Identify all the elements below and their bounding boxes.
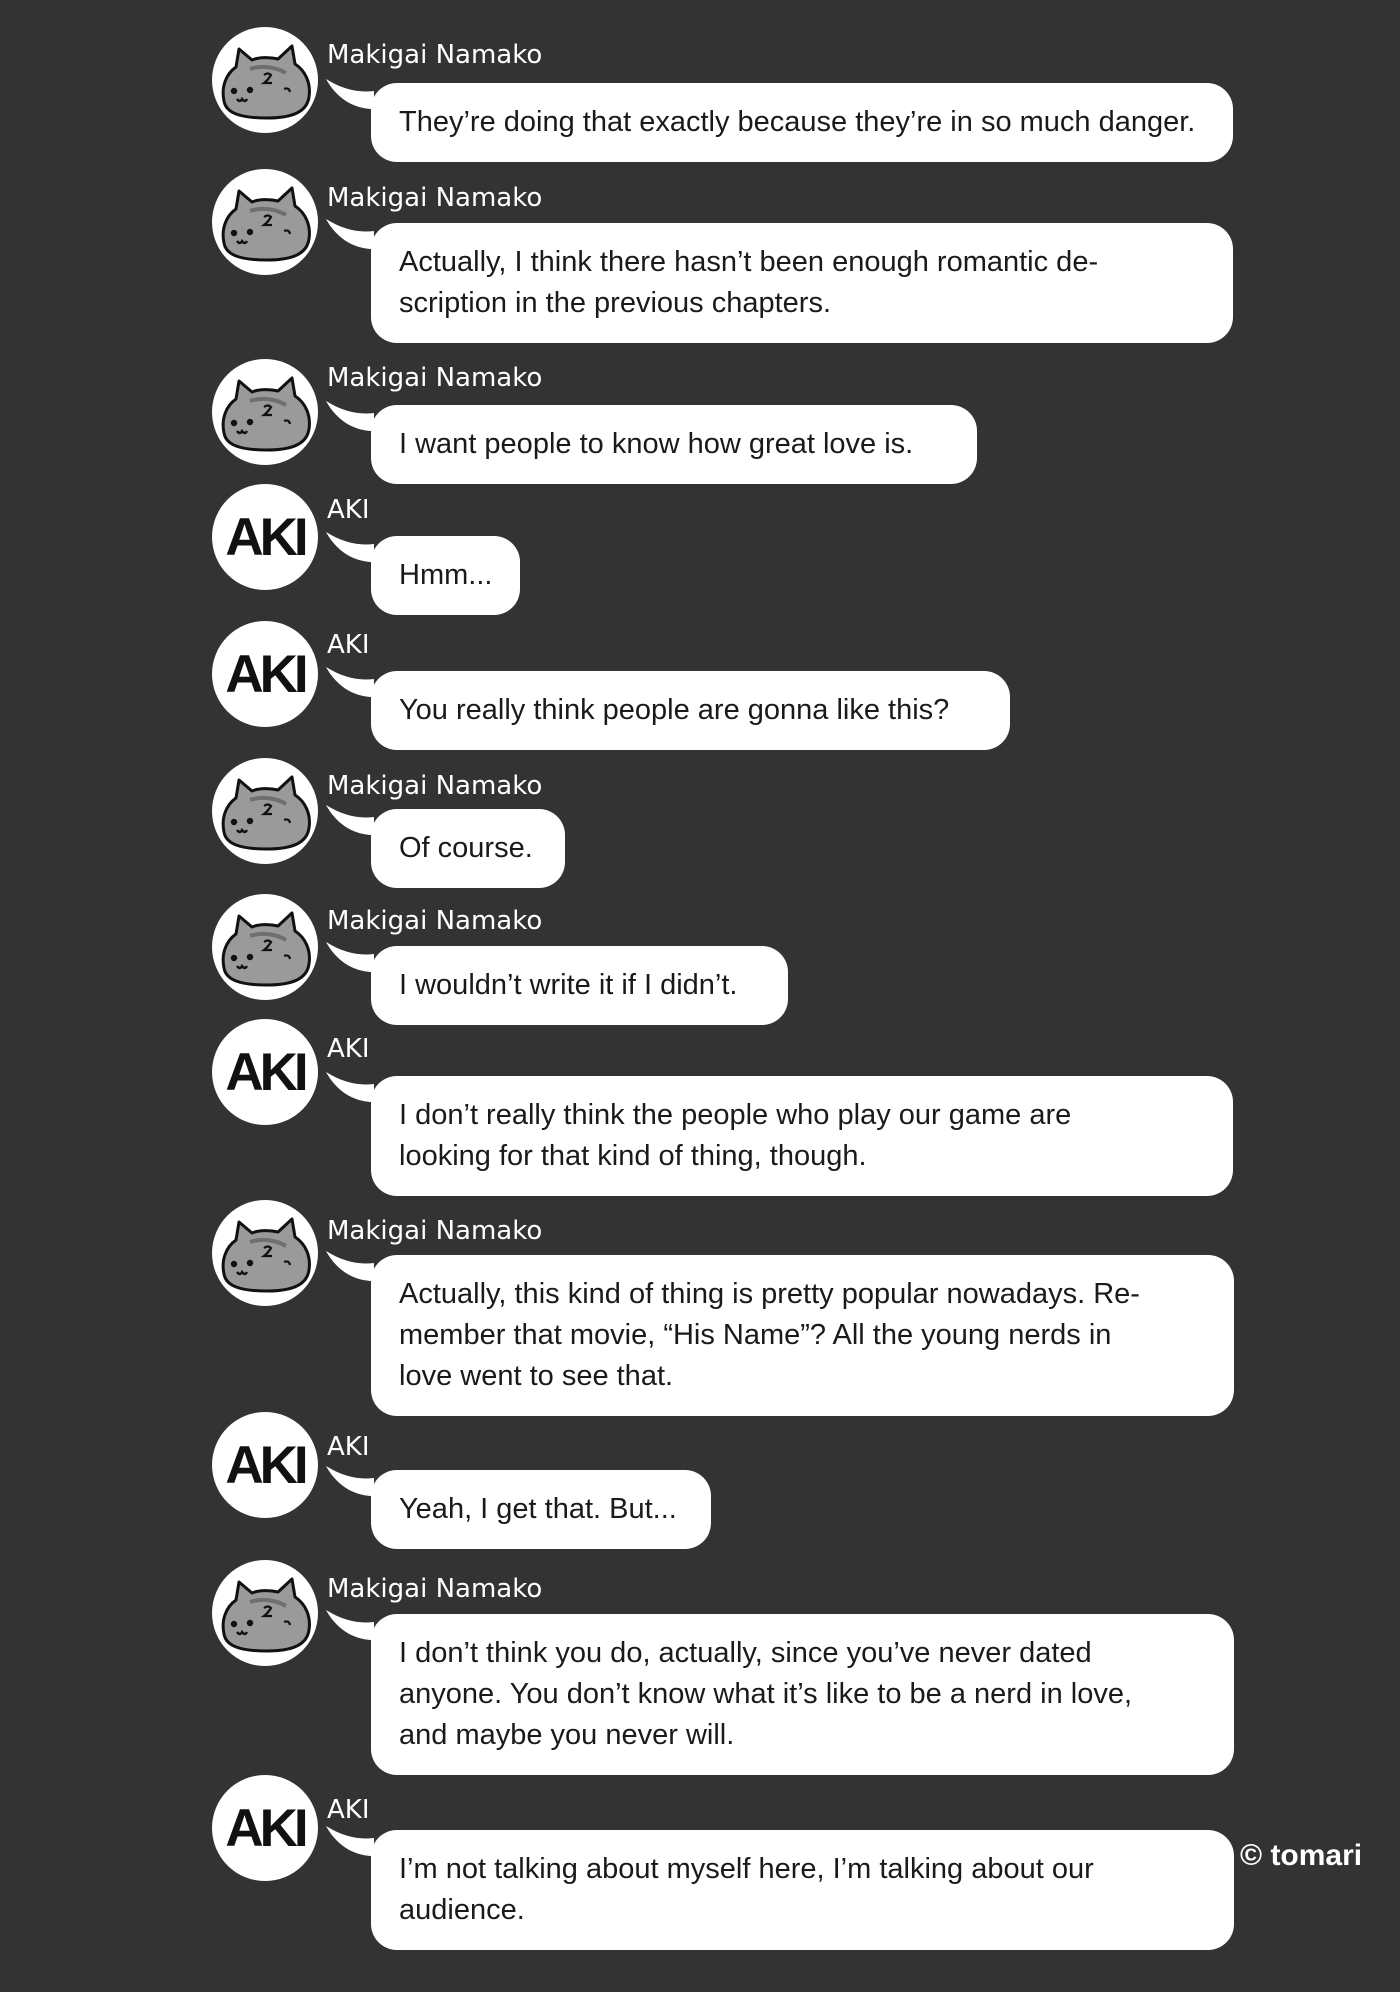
message-line: love went to see that. — [399, 1360, 674, 1392]
sender-name: Makigai Namako — [327, 771, 543, 801]
bubble-tail — [326, 805, 374, 835]
message-bubble — [371, 83, 1233, 162]
sender-name: AKI — [327, 495, 370, 525]
bubble-tail — [326, 1251, 374, 1281]
cat-avatar-icon — [212, 1200, 318, 1306]
message-line: Of course. — [399, 832, 533, 864]
message-bubble — [371, 1255, 1234, 1416]
message-line: looking for that kind of thing, though. — [399, 1140, 867, 1172]
message-bubble — [371, 405, 977, 484]
aki-avatar-icon — [212, 484, 318, 590]
bubble-tail — [326, 1466, 374, 1496]
message-line: I’m not talking about myself here, I’m talking about our — [399, 1853, 1094, 1885]
bubble-tail — [326, 219, 374, 249]
cat-avatar-icon — [212, 1560, 318, 1666]
message-bubble — [371, 1076, 1233, 1196]
cat-avatar-icon — [212, 27, 318, 133]
aki-avatar-icon — [212, 1775, 318, 1881]
message-line: Yeah, I get that. But... — [399, 1493, 677, 1525]
message-bubble — [371, 1614, 1234, 1775]
aki-avatar-label: AKI — [225, 644, 305, 704]
bubble-tail — [326, 1610, 374, 1640]
sender-name: Makigai Namako — [327, 183, 543, 213]
message-bubble — [371, 223, 1233, 343]
message-bubble — [371, 1830, 1234, 1950]
cat-avatar-icon — [212, 359, 318, 465]
aki-avatar-label: AKI — [225, 507, 305, 567]
cat-avatar-icon — [212, 894, 318, 1000]
bubble-tail — [326, 1826, 374, 1856]
message-line: I wouldn’t write it if I didn’t. — [399, 969, 738, 1001]
message-line: Actually, I think there hasn’t been enough romantic de- — [399, 246, 1099, 278]
message-line: audience. — [399, 1894, 525, 1926]
message-line: anyone. You don’t know what it’s like to be a nerd in love, — [399, 1678, 1133, 1710]
message-bubble — [371, 809, 565, 888]
bubble-tail — [326, 942, 374, 972]
message-bubble — [371, 671, 1010, 750]
aki-avatar-icon — [212, 621, 318, 727]
message-line: I don’t really think the people who play our game are — [399, 1099, 1072, 1131]
sender-name: AKI — [327, 1795, 370, 1825]
message-bubble — [371, 1470, 711, 1549]
sender-name: Makigai Namako — [327, 1574, 543, 1604]
bubble-tail — [326, 667, 374, 697]
sender-name: Makigai Namako — [327, 906, 543, 936]
message-line: I want people to know how great love is. — [399, 428, 914, 460]
message-line: You really think people are gonna like this? — [399, 694, 950, 726]
aki-avatar-label: AKI — [225, 1798, 305, 1858]
cat-avatar-icon — [212, 758, 318, 864]
bubble-tail — [326, 79, 374, 109]
bubble-tail — [326, 1072, 374, 1102]
aki-avatar-label: AKI — [225, 1042, 305, 1102]
message-bubble — [371, 946, 788, 1025]
aki-avatar-icon — [212, 1412, 318, 1518]
cat-avatar-icon — [212, 169, 318, 275]
aki-avatar-label: AKI — [225, 1435, 305, 1495]
sender-name: AKI — [327, 630, 370, 660]
message-bubble — [371, 536, 520, 615]
message-line: member that movie, “His Name”? All the young nerds in — [399, 1319, 1112, 1351]
sender-name: AKI — [327, 1034, 370, 1064]
sender-name: Makigai Namako — [327, 40, 543, 70]
message-line: Hmm... — [399, 559, 493, 591]
message-line: scription in the previous chapters. — [399, 287, 831, 319]
message-line: They’re doing that exactly because they’re in so much danger. — [399, 106, 1196, 138]
message-line: I don’t think you do, actually, since you’ve never dated — [399, 1637, 1092, 1669]
copyright-label: © tomari — [1240, 1839, 1363, 1872]
message-line: and maybe you never will. — [399, 1719, 735, 1751]
sender-name: AKI — [327, 1432, 370, 1462]
aki-avatar-icon — [212, 1019, 318, 1125]
bubble-tail — [326, 401, 374, 431]
sender-name: Makigai Namako — [327, 363, 543, 393]
bubble-tail — [326, 532, 374, 562]
sender-name: Makigai Namako — [327, 1216, 543, 1246]
message-line: Actually, this kind of thing is pretty popular nowadays. Re- — [399, 1278, 1140, 1310]
